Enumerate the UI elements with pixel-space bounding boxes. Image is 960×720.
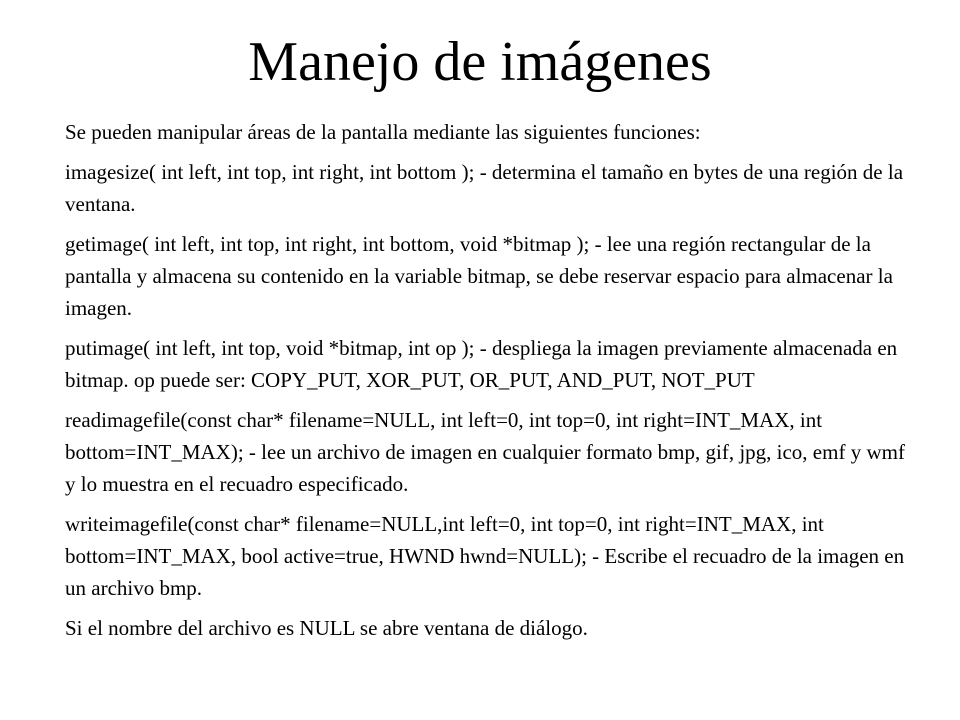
paragraph-imagesize: imagesize( int left, int top, int right, int bottom ); - determina el tamaño en bytes de una región de la ventana. [65, 160, 904, 216]
paragraph-writeimagefile: writeimagefile(const char* filename=NULL,int left=0, int top=0, int right=INT_MAX, int bottom=INT_MAX, bool active=true, HWND hwnd=NULL); - Escribe el recuadro de la imagen en un archivo bmp. [65, 512, 905, 600]
paragraph-getimage: getimage( int left, int top, int right, int bottom, void *bitmap ); - lee una región rectangular de la pantalla y almacena su contenido en la variable bitmap, se debe reservar espacio para almacenar la imagen. [65, 232, 893, 320]
paragraph-putimage: putimage( int left, int top, void *bitmap, int op ); - despliega la imagen previamente almacenada en bitmap. op puede ser: COPY_PUT, XOR_PUT, OR_PUT, AND_PUT, NOT_PUT [65, 336, 898, 392]
slide-title: Manejo de imágenes [248, 31, 712, 93]
paragraph-readimagefile: readimagefile(const char* filename=NULL, int left=0, int top=0, int right=INT_MAX, int bottom=INT_MAX); - lee un archivo de imagen en cualquier formato bmp, gif, jpg, ico, emf y wmf y lo muestra en el recuadro especificado. [65, 408, 905, 496]
paragraph-null-note: Si el nombre del archivo es NULL se abre ventana de diálogo. [65, 616, 588, 640]
slide-body [65, 116, 915, 652]
paragraph-intro: Se pueden manipular áreas de la pantalla mediante las siguientes funciones: [65, 120, 701, 144]
